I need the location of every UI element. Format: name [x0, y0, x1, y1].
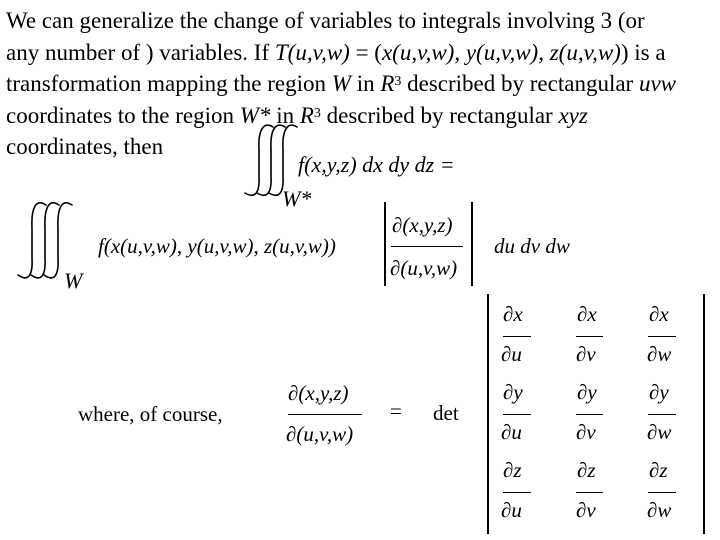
det-bar-right	[703, 294, 705, 534]
matrix-denominator: ∂w	[647, 420, 672, 444]
differentials: du dv dw	[494, 234, 570, 258]
integral-sign-icon	[44, 203, 72, 278]
matrix-numerator: ∂z	[649, 458, 668, 482]
jacobian-def-denominator: ∂(u,v,w)	[286, 422, 354, 446]
matrix-numerator: ∂z	[503, 458, 522, 482]
fraction-bar	[576, 336, 603, 337]
triple-integral-xyz: f(x,y,z) dx dy dz =	[298, 152, 455, 177]
coordinate-names: uvw	[638, 71, 677, 96]
fraction-bar	[503, 492, 531, 493]
text-span: We can generalize the change of variables to integrals involving 3 (or	[6, 8, 645, 33]
region-label-w: W	[64, 268, 83, 293]
region-symbol: W	[331, 71, 351, 96]
abs-bar-right	[471, 202, 473, 286]
text-span: in	[270, 102, 300, 128]
text-span: ) is a	[620, 39, 666, 65]
matrix-denominator: ∂u	[501, 342, 522, 366]
jacobian-def-numerator: ∂(x,y,z)	[288, 381, 349, 405]
coordinate-names: xyz	[558, 102, 588, 128]
matrix-numerator: ∂x	[503, 302, 523, 326]
space-symbol: R	[380, 71, 395, 96]
matrix-denominator: ∂w	[647, 498, 672, 522]
paragraph-line-3	[6, 68, 714, 100]
matrix-denominator: ∂u	[501, 498, 522, 522]
exponent: 3	[394, 74, 402, 89]
text-span: described by rectangular	[401, 71, 639, 96]
composite-function: f(x(u,v,w), y(u,v,w), z(u,v,w))	[98, 234, 336, 258]
matrix-numerator: ∂y	[649, 380, 669, 404]
matrix-denominator: ∂v	[576, 342, 596, 366]
text-span: coordinates to the region	[6, 102, 240, 128]
transformation-components: x(u,v,w), y(u,v,w), z(u,v,w)	[381, 39, 621, 65]
space-symbol: R	[299, 102, 314, 128]
transformation-symbol: T(u,v,w)	[274, 39, 350, 65]
paragraph-line-1	[6, 5, 714, 37]
equals-sign: =	[390, 399, 402, 423]
fraction-bar	[648, 336, 676, 337]
fraction-bar	[288, 414, 362, 415]
paragraph-line-4	[6, 100, 714, 132]
jacobian-denominator: ∂(u,v,w)	[390, 256, 458, 280]
fraction-bar	[648, 492, 676, 493]
matrix-numerator: ∂x	[649, 302, 669, 326]
paragraph-line-2	[6, 37, 714, 69]
fraction-bar	[503, 414, 531, 415]
matrix-denominator: ∂u	[501, 420, 522, 444]
exponent: 3	[313, 105, 321, 121]
text-span: in	[350, 71, 381, 96]
matrix-numerator: ∂z	[577, 458, 596, 482]
det-label: det	[433, 401, 459, 425]
fraction-bar	[648, 414, 676, 415]
matrix-denominator: ∂w	[647, 342, 672, 366]
text-span: transformation mapping the region	[6, 71, 332, 96]
matrix-denominator: ∂v	[576, 420, 596, 444]
text-span: any number of ) variables. If	[6, 39, 275, 65]
matrix-numerator: ∂y	[503, 380, 523, 404]
where-of-course: where, of course,	[78, 402, 223, 426]
fraction-bar	[576, 492, 603, 493]
fraction-bar	[576, 414, 603, 415]
fraction-bar	[391, 246, 463, 247]
intro-paragraph	[6, 5, 714, 163]
text-span: coordinates, then	[6, 134, 164, 159]
matrix-denominator: ∂v	[576, 498, 596, 522]
matrix-numerator: ∂y	[577, 380, 597, 404]
integral-sign-icon	[31, 203, 59, 278]
region-symbol: W*	[239, 102, 271, 128]
integral-sign-icon	[18, 203, 46, 278]
region-label-wstar: W*	[282, 186, 312, 211]
jacobian-numerator: ∂(x,y,z)	[392, 213, 453, 237]
fraction-bar	[503, 336, 531, 337]
abs-bar-left	[384, 202, 386, 286]
text-span: described by rectangular	[320, 102, 559, 128]
matrix-numerator: ∂x	[577, 302, 597, 326]
det-bar-left	[487, 294, 489, 534]
text-span: = (	[349, 39, 382, 65]
